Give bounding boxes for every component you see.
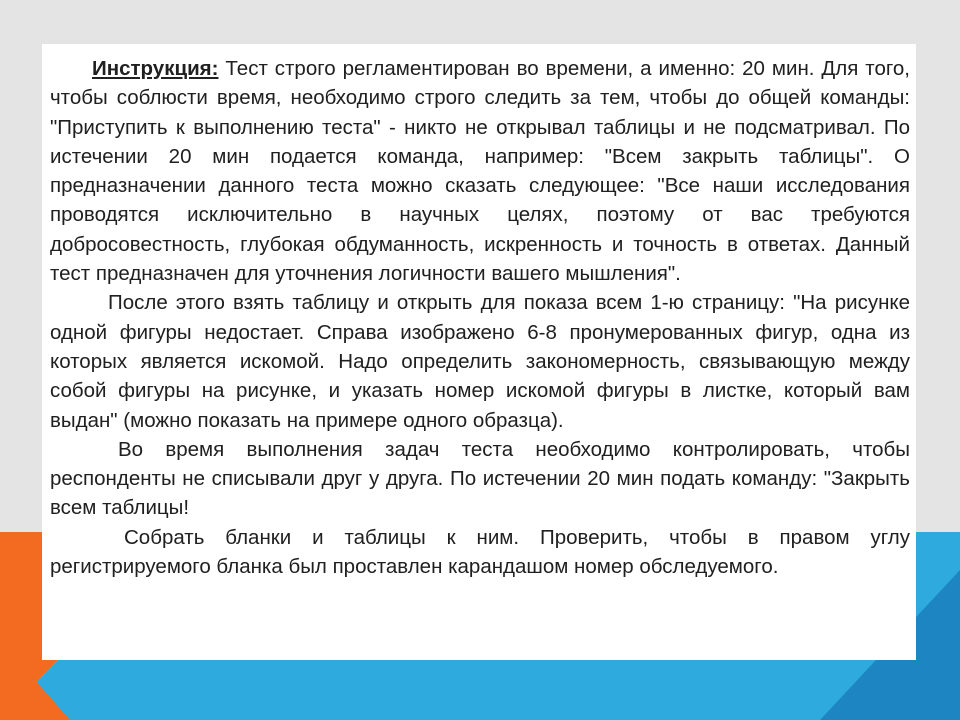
instruction-text (50, 54, 910, 581)
instruction-heading: Инструкция: (92, 57, 219, 80)
paragraph-2: После этого взять таблицу и открыть для показа всем 1-ю страницу: "На рисунке одной фигуры недостает. Справа изображено 6-8 пронумерованных фигур, одна из которых является искомой. Надо определить закономерность, связывающую между собой фигуры на рисунке, и указать номер искомой фигуры в листке, который вам выдан" (можно показать на примере одного образца). (50, 291, 910, 432)
paragraph-4: Собрать бланки и таблицы к ним. Проверить, чтобы в правом углу регистрируемого бланка был проставлен карандашом номер обследуемого. (50, 525, 910, 579)
paragraph-3: Во время выполнения задач теста необходимо контролировать, чтобы респонденты не списывали друг у друга. По истечении 20 мин подать команду: "Закрыть всем таблицы! (50, 437, 910, 520)
paragraph-1-body: Тест строго регламентирован во времени, а именно: 20 мин. Для того, чтобы соблюсти время, необходимо строго следить за тем, чтобы до общей команды: "Приступить к выполнению теста" - никто не открывал таблицы и не подсматривал. По истечении 20 мин подается команда, например: "Всем закрыть таблицы". О предназначении данного теста можно сказать следующее: "Все наши исследования проводятся исключительно в научных целях, поэтому от вас требуются добросовестность, глубокая обдуманность, искренность и точность в ответах. Данный тест предназначен для уточнения логичности вашего мышления". (50, 57, 910, 286)
paragraph-1 (50, 54, 910, 288)
